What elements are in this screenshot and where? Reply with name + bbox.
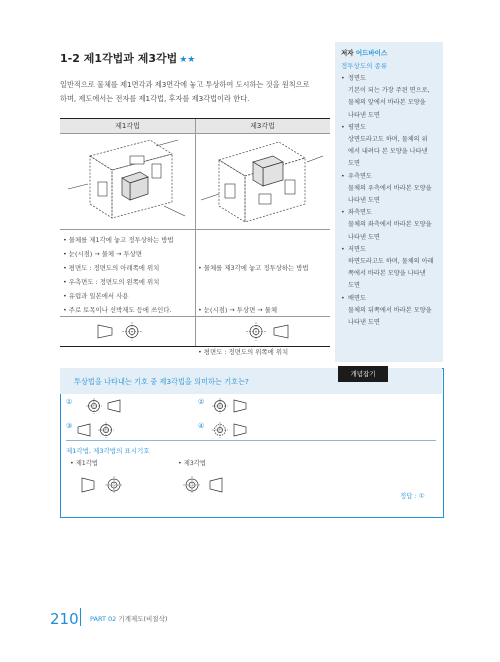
sidebar-desc: 나타낸 도면 <box>348 233 380 241</box>
header-third-angle: 제3각법 <box>250 122 275 130</box>
concept-badge: 개념잡기 <box>338 366 388 382</box>
option-2-label: ② <box>198 398 205 406</box>
projection-symbols <box>60 319 330 344</box>
sidebar-desc: 도면 <box>348 282 360 290</box>
sidebar-desc: 하면도라고도 하며, 물체의 아래 <box>348 258 434 266</box>
option-4-label: ④ <box>198 422 205 430</box>
intro-line: 하며, 제도에서는 전자를 제1각법, 후자를 제3각법이라 한다. <box>60 94 250 103</box>
first-angle-symbol-trapezoid <box>98 325 112 338</box>
page-number: 210 <box>50 610 79 628</box>
sidebar-term: • 배면도 <box>341 293 441 305</box>
header-first-angle: 제1각법 <box>115 122 140 130</box>
note-first-angle-label: • 제1각법 <box>70 460 98 467</box>
sidebar-desc: 물체의 뒤쪽에서 바라본 모양을 <box>348 306 432 314</box>
sidebar-term: • 좌측면도 <box>341 207 441 219</box>
difficulty-stars: ★★ <box>179 55 196 65</box>
third-angle-diagram <box>195 134 330 228</box>
part-title: 기계제도(비절삭) <box>118 615 168 623</box>
list-item: • 눈(시점) → 물체 → 투상면 <box>63 250 143 258</box>
list-item: • 물체를 제3각에 놓고 정투상하는 방법 <box>198 264 309 272</box>
answer-text: 정답 : ① <box>400 492 425 500</box>
note-third-angle-label: • 제3각법 <box>178 460 206 467</box>
intro-paragraph <box>60 78 330 106</box>
sidebar-desc: 물체의 좌측에서 바라본 모양을 <box>348 221 432 229</box>
third-angle-symbol-trapezoid <box>274 325 288 338</box>
part-number: PART 02 <box>90 615 119 623</box>
comparison-table <box>60 118 330 356</box>
quiz-divider <box>66 440 436 441</box>
section-title <box>60 50 195 66</box>
list-item: • 평면도 : 정면도의 위쪽에 위치 <box>198 348 289 356</box>
first-angle-list <box>63 233 174 317</box>
part-label <box>90 614 167 623</box>
sidebar-heading <box>341 48 387 57</box>
list-item: • 눈(시점) → 투상면 → 물체 <box>198 306 278 314</box>
sidebar-desc: 물체의 앞에서 바라본 모양을 <box>348 99 426 107</box>
intro-line: 일반적으로 물체를 제1면각과 제3면각에 놓고 투상하여 도시하는 것을 원칙으로 <box>60 80 310 89</box>
list-item: • 물체를 제1각에 놓고 정투상하는 방법 <box>63 236 174 244</box>
sidebar-desc: 쪽에서 바라본 모양을 나타낸 <box>348 270 426 278</box>
sidebar-term: • 우측면도 <box>341 171 441 183</box>
list-item: • 주로 토목이나 선박제도 등에 쓰인다. <box>63 306 172 314</box>
sidebar-term: • 평면도 <box>341 122 441 134</box>
sidebar-term: • 저면도 <box>341 244 441 256</box>
list-item: • 유럽과 일본에서 사용 <box>63 292 129 300</box>
sidebar-list <box>341 73 441 329</box>
footer-divider <box>80 608 81 626</box>
sidebar-desc: 상면도라고도 하며, 물체의 위 <box>348 136 428 144</box>
section-title-text: 1-2 제1각법과 제3각법 <box>60 52 178 65</box>
table-divider <box>60 229 330 230</box>
sidebar-desc: 나타낸 도면 <box>348 319 380 327</box>
first-angle-diagram <box>60 134 195 228</box>
note-symbols <box>60 466 260 502</box>
sidebar-heading-accent: 어드바이스 <box>355 49 388 57</box>
sidebar-desc: 기본이 되는 가장 주된 면으로, <box>348 87 430 95</box>
quiz-option-symbols <box>60 394 260 440</box>
sidebar-subtitle: 정투상도의 종류 <box>341 62 388 70</box>
note-title: 제1각법, 제3각법의 표시기호 <box>66 447 150 455</box>
sidebar-desc: 물체의 우측에서 바라본 모양을 <box>348 184 432 192</box>
sidebar-desc: 에서 내려다 본 모양을 나타낸 <box>348 148 428 156</box>
sidebar-desc: 나타낸 도면 <box>348 197 380 205</box>
sidebar-term: • 정면도 <box>341 73 441 85</box>
list-item: • 우측면도 : 정면도의 왼쪽에 위치 <box>63 278 160 286</box>
sidebar-heading-prefix: 저자 <box>341 49 356 57</box>
list-item: • 평면도 : 정면도의 아래쪽에 위치 <box>63 264 160 272</box>
option-1-label: ① <box>66 398 73 406</box>
quiz-question: 투상법을 나타내는 기호 중 제3각법을 의미하는 기호는? <box>74 377 249 386</box>
sidebar-desc: 나타낸 도면 <box>348 111 380 119</box>
sidebar-desc: 도면 <box>348 160 360 168</box>
option-3-label: ③ <box>66 422 73 430</box>
